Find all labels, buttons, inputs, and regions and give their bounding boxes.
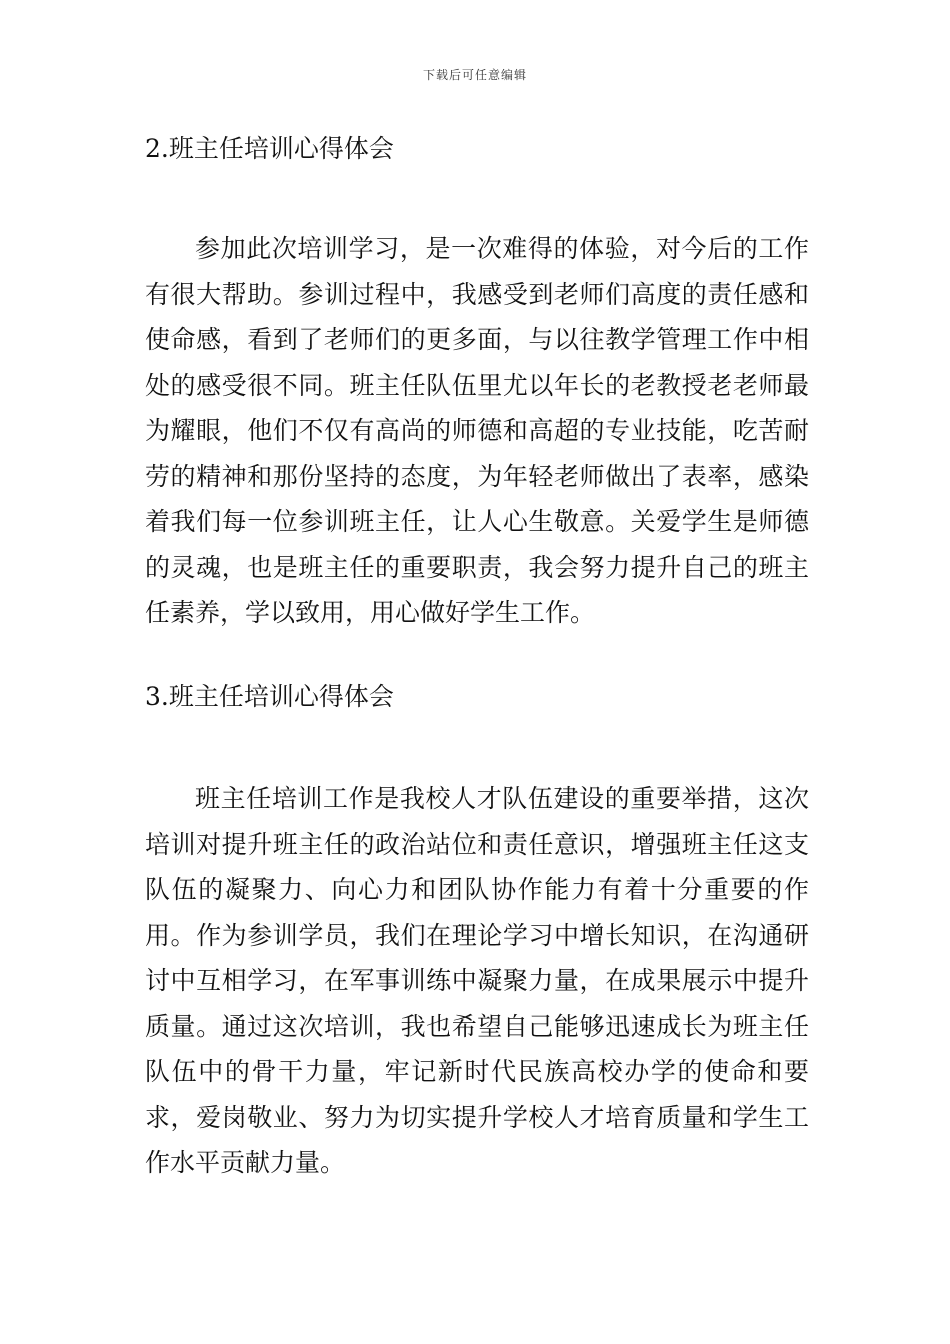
paragraph: 班主任培训工作是我校人才队伍建设的重要举措，这次培训对提升班主任的政治站位和责任意识，增强班主任这支队伍的凝聚力、向心力和团队协作能力有着十分重要的作用。作为参训学员，我们在理论学习中增长知识，在沟通研讨中互相学习，在军事训练中凝聚力量，在成果展示中提升质量。通过这次培训，我也希望自己能够迅速成长为班主任队伍中的骨干力量，牢记新时代民族高校办学的使命和要求，爱岗敬业、努力为切实提升学校人才培育质量和学生工作水平贡献力量。 (145, 784, 809, 1177)
section-body (145, 226, 809, 636)
paragraph: 参加此次培训学习，是一次难得的体验，对今后的工作有很大帮助。参训过程中，我感受到老师们高度的责任感和使命感，看到了老师们的更多面，与以往教学管理工作中相处的感受很不同。班主任队伍里尤以年长的老教授老老师最为耀眼，他们不仅有高尚的师德和高超的专业技能，吃苦耐劳的精神和那份坚持的态度，为年轻老师做出了表率，感染着我们每一位参训班主任，让人心生敬意。关爱学生是师德的灵魂，也是班主任的重要职责，我会努力提升自己的班主任素养，学以致用，用心做好学生工作。 (145, 234, 809, 627)
header-note: 下载后可任意编辑 (422, 68, 527, 82)
section-heading: 2.班主任培训心得体会 (145, 134, 394, 163)
section-heading: 3.班主任培训心得体会 (145, 682, 394, 711)
section-body (145, 776, 809, 1186)
